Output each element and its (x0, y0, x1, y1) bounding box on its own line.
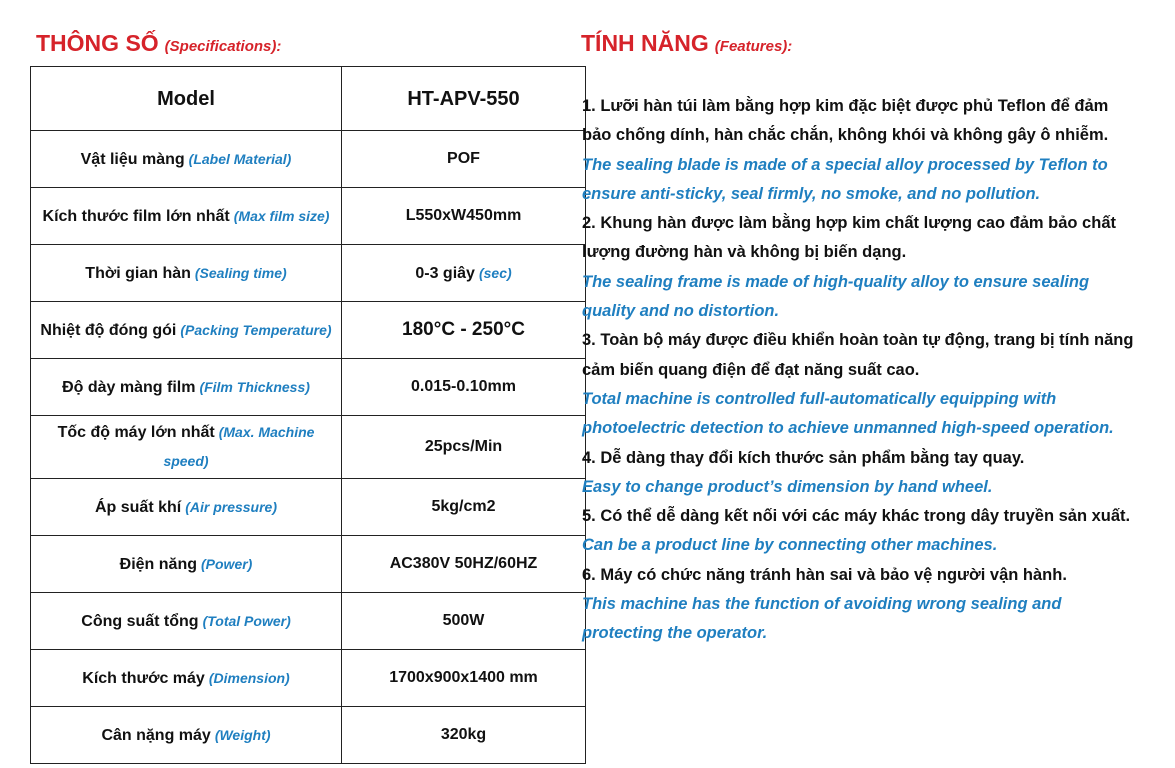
table-row (31, 359, 586, 416)
spec-value: L550xW450mm (342, 188, 586, 245)
spec-label-en: (Total Power) (202, 612, 291, 629)
table-row (31, 302, 586, 359)
spec-value: AC380V 50HZ/60HZ (342, 536, 586, 593)
spec-label-en: (Film Thickness) (199, 378, 310, 395)
feature-en: Can be a product line by connecting other machines. (582, 536, 998, 555)
specifications-table (30, 66, 586, 764)
spec-label-en: (Sealing time) (194, 264, 287, 281)
feature-vi: 3. Toàn bộ máy được điều khiển hoàn toàn tự động, trang bị tính năng cảm biến quang điện để đạt năng suất cao. (582, 331, 1134, 379)
table-row (31, 593, 586, 650)
table-row (31, 245, 586, 302)
specifications-heading (36, 30, 281, 57)
spec-value: 180°C - 250°C (342, 302, 586, 359)
spec-label: Độ dày màng film (62, 378, 196, 396)
feature-en: The sealing blade is made of a special alloy processed by Teflon to ensure anti-sticky, seal firmly, no smoke, and no pollution. (582, 155, 1108, 203)
spec-label: Áp suất khí (94, 498, 182, 516)
table-row (31, 707, 586, 764)
spec-value: POF (342, 131, 586, 188)
spec-label: Thời gian hàn (85, 264, 191, 282)
spec-label: Công suất tổng (81, 612, 199, 630)
spec-value: 0.015-0.10mm (342, 359, 586, 416)
spec-value: 500W (342, 593, 586, 650)
spec-value: 0-3 giây (415, 264, 475, 282)
specifications-title: THÔNG SỐ (36, 30, 159, 56)
spec-label: Tốc độ máy lớn nhất (57, 424, 215, 441)
spec-label: Kích thước máy (82, 669, 205, 687)
feature-vi: 1. Lưỡi hàn túi làm bằng hợp kim đặc biệt được phủ Teflon để đảm bảo chống dính, hàn chắc chắn, không khói và không gây ô nhiễm. (582, 97, 1109, 145)
feature-vi: 5. Có thể dễ dàng kết nối với các máy khác trong dây truyền sản xuất. (582, 507, 1131, 526)
spec-label-en: (Weight) (214, 726, 271, 743)
feature-en: This machine has the function of avoiding wrong sealing and protecting the operator. (582, 595, 1062, 643)
model-value-cell: HT-APV-550 (342, 67, 586, 131)
table-row (31, 188, 586, 245)
spec-label-en: (Power) (201, 555, 253, 572)
feature-vi: 2. Khung hàn được làm bằng hợp kim chất lượng cao đảm bảo chất lượng đường hàn và không bị biến dạng. (582, 214, 1116, 262)
spec-label-en: (Dimension) (208, 669, 290, 686)
spec-label-en: (Packing Temperature) (180, 321, 332, 338)
spec-value: 320kg (342, 707, 586, 764)
feature-vi: 6. Máy có chức năng tránh hàn sai và bảo vệ người vận hành. (582, 565, 1067, 584)
spec-label-en: (Max film size) (233, 207, 330, 224)
features-subtitle: (Features): (714, 38, 793, 55)
spec-label: Nhiệt độ đóng gói (40, 321, 177, 339)
feature-en: The sealing frame is made of high-quality alloy to ensure sealing quality and no distortion. (582, 272, 1090, 321)
table-header-row (31, 67, 586, 131)
spec-label: Điện năng (119, 555, 197, 573)
spec-value: 25pcs/Min (342, 416, 586, 479)
specifications-subtitle: (Specifications): (164, 38, 282, 55)
table-row (31, 131, 586, 188)
spec-label-en: (Air pressure) (185, 498, 278, 515)
table-row (31, 416, 586, 479)
table-row (31, 536, 586, 593)
spec-value-en: (sec) (478, 264, 512, 281)
features-title: TÍNH NĂNG (581, 30, 709, 56)
table-row (31, 650, 586, 707)
features-list (582, 92, 1142, 649)
spec-label: Vật liệu màng (80, 150, 185, 168)
feature-vi: 4. Dễ dàng thay đổi kích thước sản phẩm bằng tay quay. (582, 448, 1025, 467)
feature-en: Total machine is controlled full-automatically equipping with photoelectric detection to achieve unmanned high-speed operation. (582, 389, 1114, 438)
table-row (31, 479, 586, 536)
spec-label: Cân nặng máy (101, 726, 211, 744)
model-label-cell: Model (31, 67, 342, 131)
spec-label-en: (Label Material) (188, 150, 292, 167)
feature-en: Easy to change product’s dimension by hand wheel. (582, 477, 993, 496)
spec-label-en: (Max. Machine speed) (163, 424, 315, 469)
features-heading (581, 30, 792, 57)
spec-label: Kích thước film lớn nhất (42, 207, 230, 225)
spec-value: 5kg/cm2 (342, 479, 586, 536)
spec-value: 1700x900x1400 mm (342, 650, 586, 707)
